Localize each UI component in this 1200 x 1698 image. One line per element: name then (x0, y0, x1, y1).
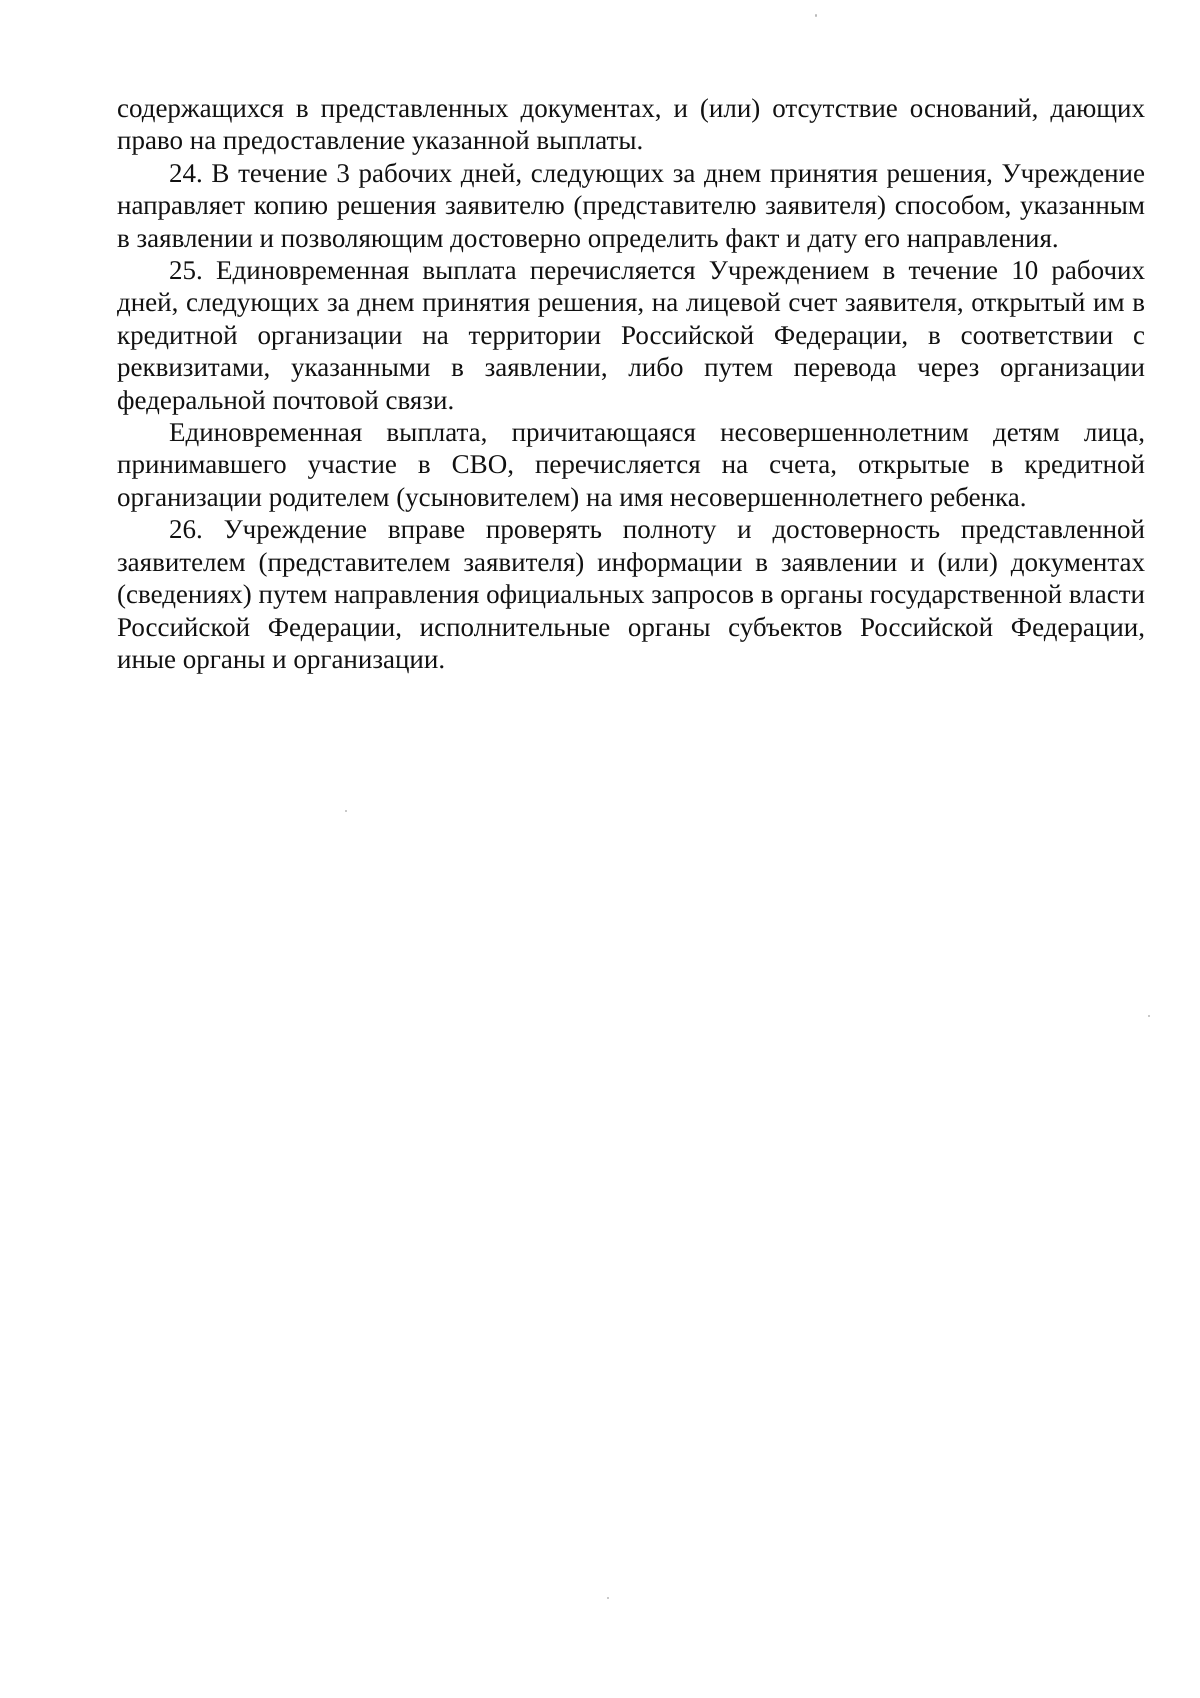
scan-speck (345, 810, 347, 812)
scan-speck (607, 1597, 609, 1599)
paragraph-continuation: содержащихся в представленных документах, и (или) отсутствие оснований, дающих право на предоставление указанной выплаты. (117, 93, 1145, 156)
paragraph-25: 25. Единовременная выплата перечисляется Учреждением в течение 10 рабочих дней, следующих за днем принятия решения, на лицевой счет заявителя, открытый им в кредитной организации на территории Российской Федерации, в соответствии с реквизитами, указанными в заявлении, либо путем перевода через организации федеральной почтовой связи. (117, 255, 1145, 415)
scan-speck (815, 14, 817, 17)
scan-speck (1148, 1015, 1150, 1017)
paragraph-24: 24. В течение 3 рабочих дней, следующих за днем принятия решения, Учреждение направляет копию решения заявителю (представителю заявителя) способом, указанным в заявлении и позволяющим достоверно определить факт и дату его направления. (117, 157, 1145, 253)
paragraph-25-continuation: Единовременная выплата, причитающаяся несовершеннолетним детям лица, принимавшего участие в СВО, перечисляется на счета, открытые в кредитной организации родителем (усыновителем) на имя несовершеннолетнего ребенка. (117, 417, 1145, 512)
document-body (117, 92, 1145, 675)
paragraph-26: 26. Учреждение вправе проверять полноту и достоверность представленной заявителем (представителем заявителя) информации в заявлении и (или) документах (сведениях) путем направления официальных запросов в органы государственной власти Российской Федерации, исполнительные органы субъектов Российской Федерации, иные органы и организации. (117, 514, 1145, 674)
